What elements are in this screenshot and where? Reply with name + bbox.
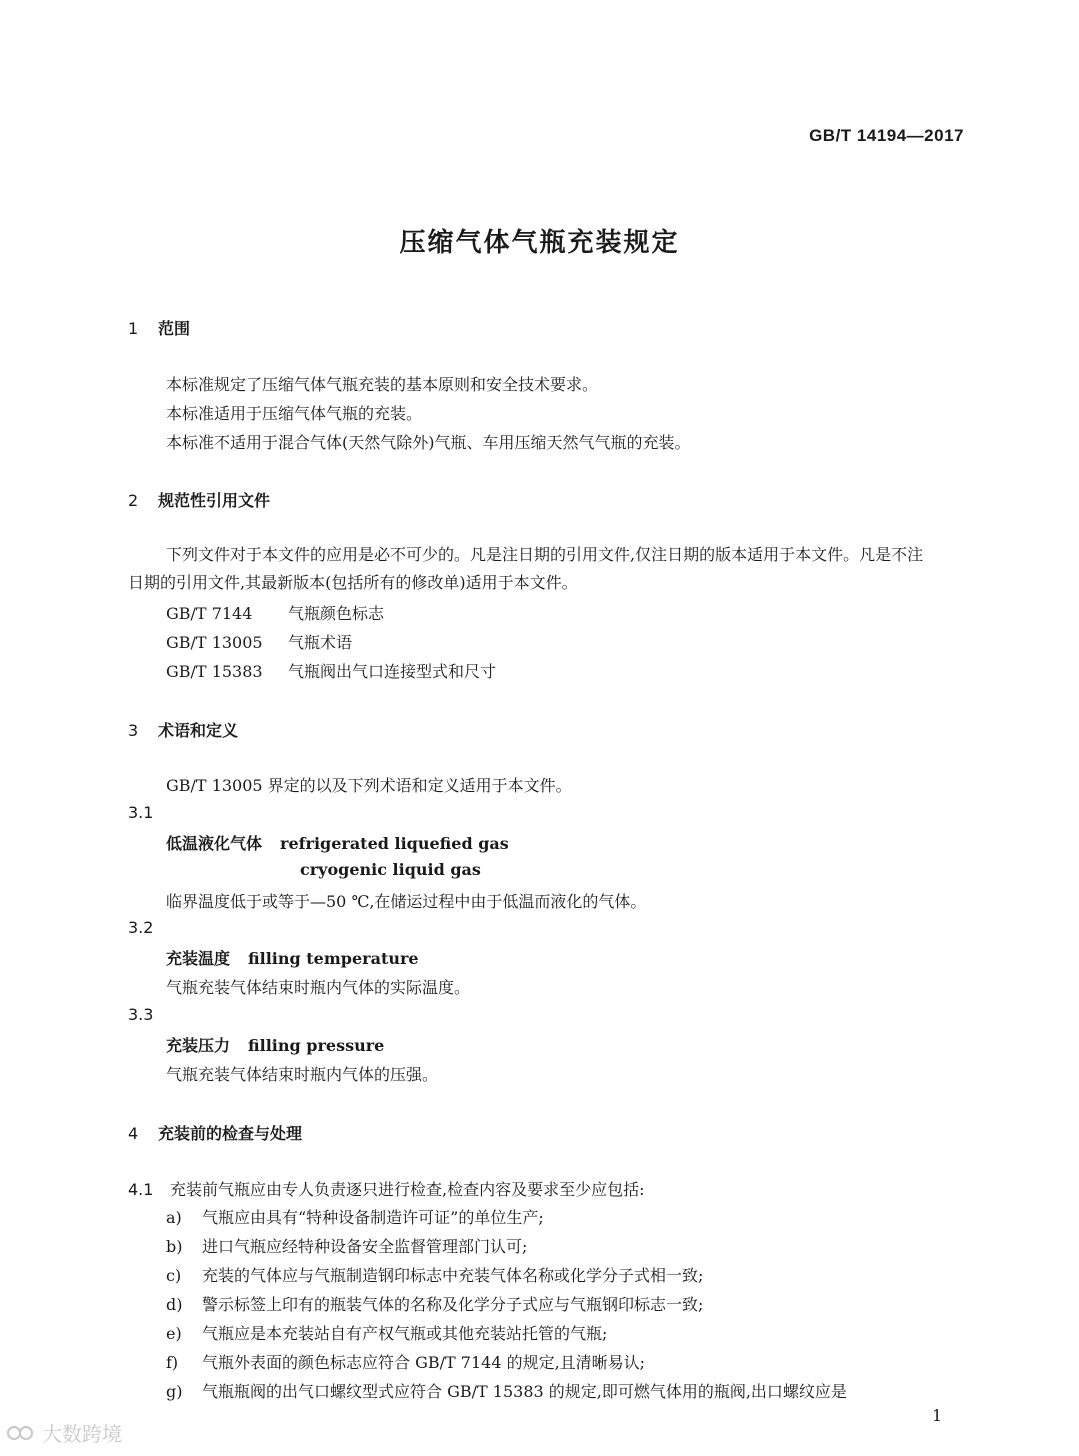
item-text: 气瓶外表面的颜色标志应符合 GB/T 7144 的规定,且清晰易认; — [202, 1353, 646, 1372]
watermark-text: 大数跨境 — [42, 1422, 122, 1446]
paragraph: GB/T 13005 界定的以及下列术语和定义适用于本文件。 — [166, 776, 572, 795]
paragraph: 本标准规定了压缩气体气瓶充装的基本原则和安全技术要求。 — [166, 375, 599, 394]
item-text: 警示标签上印有的瓶装气体的名称及化学分子式应与气瓶钢印标志一致; — [202, 1295, 704, 1314]
reference-item — [166, 659, 496, 682]
term-definition: 临界温度低于或等于—50 ℃,在储运过程中由于低温而液化的气体。 — [166, 892, 647, 911]
item-label: a) — [166, 1208, 182, 1227]
item-text: 充装的气体应与气瓶制造钢印标志中充装气体名称或化学分子式相一致; — [202, 1266, 704, 1285]
term-heading — [166, 1033, 384, 1056]
term-definition: 气瓶充装气体结束时瓶内气体的压强。 — [166, 1065, 439, 1084]
section-title: 术语和定义 — [158, 721, 239, 740]
item-label: e) — [166, 1324, 182, 1343]
clause-text: 充装前气瓶应由专人负责逐只进行检查,检查内容及要求至少应包括: — [170, 1180, 645, 1199]
reference-title: 气瓶术语 — [288, 633, 353, 652]
item-text: 气瓶应由具有“特种设备制造许可证”的单位生产; — [202, 1208, 544, 1227]
list-item — [166, 1234, 527, 1257]
reference-code: GB/T 15383 — [166, 662, 263, 681]
term-number: 3.3 — [128, 1005, 154, 1024]
reference-code: GB/T 7144 — [166, 604, 253, 623]
list-item — [166, 1263, 703, 1286]
standard-code: GB/T 14194—2017 — [809, 126, 964, 145]
clause-number: 4.1 — [128, 1180, 154, 1199]
paragraph: 本标准适用于压缩气体气瓶的充装。 — [166, 404, 423, 423]
term-zh: 充装压力 — [166, 1036, 231, 1055]
term-number: 3.2 — [128, 918, 154, 937]
term-zh: 充装温度 — [166, 949, 231, 968]
section-3-heading — [128, 718, 238, 741]
section-title: 充装前的检查与处理 — [158, 1124, 303, 1143]
section-number: 1 — [128, 319, 139, 338]
term-zh: 低温液化气体 — [166, 834, 263, 853]
term-definition: 气瓶充装气体结束时瓶内气体的实际温度。 — [166, 978, 471, 997]
item-text: 进口气瓶应经特种设备安全监督管理部门认可; — [202, 1237, 528, 1256]
reference-item — [166, 601, 384, 624]
item-label: d) — [166, 1295, 183, 1314]
list-item — [166, 1292, 703, 1315]
term-heading — [166, 831, 509, 854]
section-title: 规范性引用文件 — [158, 491, 271, 510]
item-label: g) — [166, 1382, 183, 1401]
section-1-heading — [128, 316, 190, 339]
watermark — [6, 1418, 122, 1447]
document-title: 压缩气体气瓶充装规定 — [399, 228, 680, 258]
reference-item — [166, 630, 352, 653]
list-item — [166, 1350, 645, 1373]
item-label: c) — [166, 1266, 182, 1285]
section-2-heading — [128, 488, 270, 511]
item-label: f) — [166, 1353, 179, 1372]
list-item — [166, 1379, 847, 1402]
term-heading — [166, 946, 419, 969]
item-text: 气瓶应是本充装站自有产权气瓶或其他充装站托管的气瓶; — [202, 1324, 608, 1343]
term-number: 3.1 — [128, 803, 154, 822]
item-label: b) — [166, 1237, 183, 1256]
list-item — [166, 1321, 607, 1344]
section-number: 3 — [128, 721, 139, 740]
section-4-heading — [128, 1121, 302, 1144]
list-item — [166, 1205, 544, 1228]
paragraph: 本标准不适用于混合气体(天然气除外)气瓶、车用压缩天然气气瓶的充装。 — [166, 433, 691, 452]
reference-code: GB/T 13005 — [166, 633, 263, 652]
term-en: refrigerated liquefied gas — [280, 834, 509, 853]
clause-4-1 — [128, 1177, 644, 1200]
term-en: filling temperature — [248, 949, 419, 968]
paragraph: 下列文件对于本文件的应用是必不可少的。凡是注日期的引用文件,仅注日期的版本适用于本文件。凡是不注日期的引用文件,其最新版本(包括所有的修改单)适用于本文件。 — [128, 545, 924, 592]
section-number: 2 — [128, 491, 139, 510]
section-number: 4 — [128, 1124, 139, 1143]
term-en: filling pressure — [248, 1036, 385, 1055]
page-number: 1 — [932, 1406, 943, 1425]
reference-title: 气瓶颜色标志 — [288, 604, 385, 623]
term-en-alt: cryogenic liquid gas — [300, 860, 481, 879]
item-text: 气瓶瓶阀的出气口螺纹型式应符合 GB/T 15383 的规定,即可燃气体用的瓶阀,出口螺纹应是 — [202, 1382, 847, 1401]
watermark-logo-icon — [6, 1421, 36, 1445]
reference-title: 气瓶阀出气口连接型式和尺寸 — [288, 662, 497, 681]
section-title: 范围 — [158, 319, 191, 338]
